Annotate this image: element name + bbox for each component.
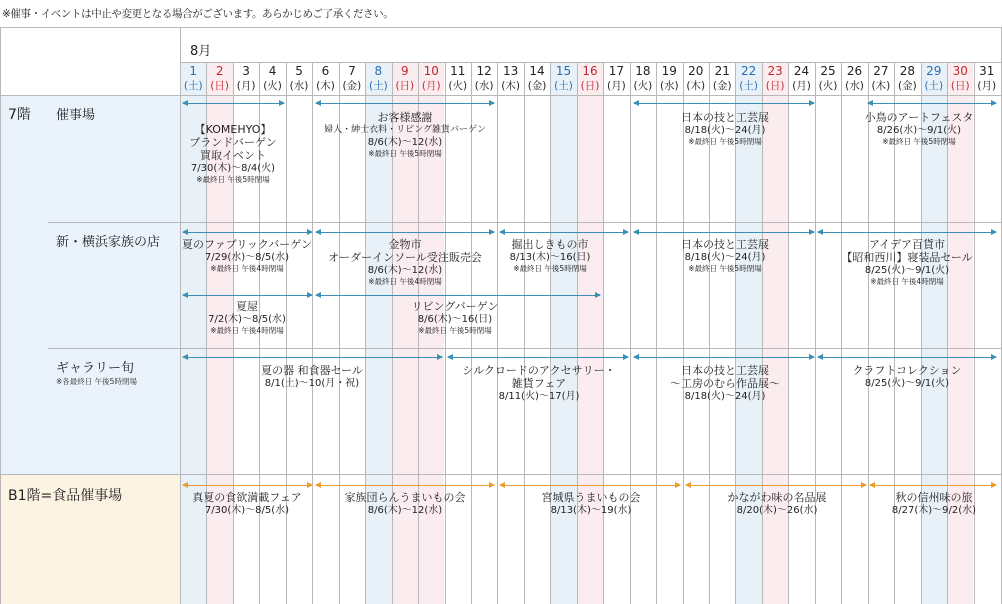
day-number: 9 [400, 64, 409, 78]
event-kanagawa[interactable] [686, 491, 868, 517]
event-title: アイデア百貨市 [868, 238, 945, 251]
event-note: ※最終日 午後5時閉場 [418, 326, 492, 335]
floor7-label-bg [0, 95, 180, 474]
day-of-week: (日) [765, 80, 785, 92]
day-of-week: (土) [554, 80, 573, 92]
day-header [312, 64, 338, 94]
event-period-arrow [183, 485, 312, 486]
event-utsuwa[interactable] [232, 364, 392, 390]
day-header [894, 64, 920, 94]
row-divider [48, 348, 1002, 349]
day-of-week: (土) [924, 80, 944, 92]
day-header [815, 64, 841, 94]
day-header [445, 64, 471, 94]
day-number: 3 [242, 64, 250, 78]
event-kotori[interactable] [844, 111, 994, 147]
event-period-arrow [634, 103, 814, 104]
day-of-week: (月) [236, 80, 256, 92]
event-title: 日本の技と工芸展 [681, 238, 769, 251]
event-period-arrow [500, 485, 680, 486]
saturday-column [550, 62, 576, 604]
event-horidashi[interactable] [500, 238, 600, 274]
event-miyagi[interactable] [500, 491, 682, 517]
event-komehyo[interactable] [182, 123, 284, 185]
event-period-arrow [634, 357, 814, 358]
event-note: ※最終日 午後5時閉場 [196, 175, 270, 184]
day-of-week: (土) [369, 80, 388, 92]
event-dates: 8/18(火)〜24(月) [684, 125, 766, 136]
day-of-week: (月) [977, 80, 997, 92]
day-number: 30 [952, 64, 968, 78]
day-header [735, 64, 761, 94]
day-header [762, 64, 788, 94]
event-dates: 8/6(木)〜12(水) [367, 137, 443, 148]
event-dates: 8/6(木)〜16(日) [417, 314, 493, 325]
event-okyaku[interactable] [316, 111, 494, 159]
event-subtitle: 雑貨フェア [511, 377, 567, 390]
day-of-week: (金) [712, 80, 732, 92]
day-header [550, 64, 576, 94]
event-subtitle: 【昭和西川】寝装品セール [841, 251, 973, 264]
day-of-week: (金) [527, 80, 547, 92]
event-period-arrow [316, 103, 494, 104]
venue-gallery-note: ※各最終日 午後5時閉場 [56, 377, 137, 386]
day-header [603, 64, 629, 94]
event-note: ※最終日 午後4時閉場 [870, 277, 944, 286]
day-of-week: (火) [633, 80, 653, 92]
event-living[interactable] [370, 300, 540, 336]
event-note: ※最終日 午後5時閉場 [688, 264, 762, 273]
event-note: ※最終日 午後4時閉場 [210, 264, 284, 273]
day-header [259, 64, 285, 94]
event-dates: 7/30(木)〜8/4(火) [190, 163, 276, 174]
event-shokuyoku[interactable] [182, 491, 312, 517]
event-dates: 7/30(木)〜8/5(水) [204, 505, 290, 516]
day-of-week: (土) [183, 80, 203, 92]
event-dates: 7/2(木)〜8/5(水) [208, 314, 286, 325]
day-number: 14 [529, 64, 545, 78]
floor-divider [0, 474, 1002, 475]
event-period-arrow [818, 357, 996, 358]
notice-text: ※催事・イベントは中止や変更となる場合がございます。あらかじめご了承ください。 [2, 8, 394, 20]
event-note: ※最終日 午後4時閉場 [368, 277, 442, 286]
venue-main-hall: 催事場 [56, 108, 96, 123]
day-number: 25 [820, 64, 836, 78]
day-header [577, 64, 603, 94]
day-number: 10 [423, 64, 439, 78]
day-number: 8 [374, 64, 383, 78]
event-nihon-1[interactable] [634, 111, 816, 147]
day-number: 4 [268, 64, 277, 78]
day-of-week: (月) [607, 80, 626, 92]
event-title: 日本の技と工芸展 [681, 111, 769, 124]
day-of-week: (水) [289, 80, 309, 92]
day-header [286, 64, 312, 94]
event-period-arrow [316, 232, 494, 233]
day-of-week: (火) [818, 80, 838, 92]
event-period-arrow [183, 232, 312, 233]
event-dates: 8/26(水)〜9/1(火) [876, 125, 962, 136]
day-of-week: (日) [210, 80, 229, 92]
event-dates: 7/29(水)〜8/5(水) [204, 252, 290, 263]
event-dates: 8/6(木)〜12(水) [367, 505, 443, 516]
day-divider [312, 62, 313, 604]
event-note: ※最終日 午後5時閉場 [513, 264, 587, 273]
day-of-week: (月) [421, 80, 441, 92]
event-title: 掘出しきもの市 [511, 238, 589, 251]
day-number: 29 [926, 64, 942, 78]
event-note: ※最終日 午後5時閉場 [882, 137, 956, 146]
event-note: ※最終日 午後5時閉場 [688, 137, 762, 146]
event-subtitle: 買取イベント [200, 149, 266, 162]
event-title: 小鳥のアートフェスタ [864, 111, 974, 124]
month-row-border [180, 62, 1002, 63]
event-dates: 8/13(木)〜19(水) [550, 505, 632, 516]
day-number: 12 [476, 64, 492, 78]
day-divider [603, 62, 604, 604]
event-subtitle: 婦人・紳士衣料・リビング雑貨バーゲン [324, 125, 486, 135]
event-title: 夏のファブリックバーゲン [182, 238, 313, 251]
event-title: 夏屋 [236, 300, 258, 313]
day-of-week: (木) [316, 80, 335, 92]
day-number: 18 [635, 64, 651, 78]
event-title: 金物市 [388, 238, 422, 251]
event-dates: 8/18(火)〜24(月) [684, 252, 766, 263]
day-of-week: (金) [898, 80, 917, 92]
day-header [392, 64, 418, 94]
event-period-arrow [818, 232, 996, 233]
event-title: クラフトコレクション [852, 364, 962, 377]
event-note: ※最終日 午後4時閉場 [210, 326, 284, 335]
event-nihon-2[interactable] [634, 238, 816, 274]
day-divider [550, 62, 551, 604]
event-dates: 8/11(火)〜17(月) [498, 391, 580, 402]
event-dates: 8/25(火)〜9/1(火) [864, 378, 950, 389]
event-title: 【KOMEHYO】 [194, 123, 272, 136]
day-header [709, 64, 735, 94]
event-subtitle: ブランドバーゲン [189, 136, 277, 149]
day-number: 28 [899, 64, 915, 78]
day-of-week: (水) [474, 80, 494, 92]
day-of-week: (土) [739, 80, 758, 92]
day-header [656, 64, 682, 94]
day-of-week: (水) [845, 80, 864, 92]
event-dates: 8/25(火)〜9/1(火) [864, 265, 950, 276]
day-number: 23 [767, 64, 783, 78]
day-header [418, 64, 444, 94]
event-silk[interactable] [446, 364, 632, 403]
event-craft[interactable] [818, 364, 996, 390]
event-period-arrow [316, 295, 600, 296]
label-column-border [180, 27, 181, 604]
table-left-border [0, 27, 1, 604]
day-number: 22 [741, 64, 757, 78]
day-of-week: (水) [659, 80, 679, 92]
event-fabric[interactable] [182, 238, 312, 274]
event-title: お客様感謝 [377, 111, 433, 124]
day-of-week: (日) [395, 80, 415, 92]
day-of-week: (木) [501, 80, 520, 92]
event-title: 宮城県うまいもの会 [541, 491, 641, 504]
event-dates: 8/1(土)〜10(月・祝) [264, 378, 360, 389]
day-number: 26 [846, 64, 863, 78]
holiday-column [577, 62, 603, 604]
day-of-week: (日) [580, 80, 600, 92]
day-header [841, 64, 867, 94]
event-subtitle: 〜工房のむら作品展〜 [670, 377, 780, 390]
event-period-arrow [500, 232, 628, 233]
event-title: シルクロードのアクセサリー・ [462, 364, 616, 377]
day-of-week: (金) [342, 80, 362, 92]
table-top-border [0, 27, 1002, 28]
day-header [947, 64, 973, 94]
event-dates: 8/27(木)〜9/2(水) [891, 505, 977, 516]
day-number: 21 [714, 64, 730, 78]
day-number: 15 [555, 64, 572, 78]
event-title: かながわ味の名品展 [727, 491, 827, 504]
day-header [365, 64, 391, 94]
event-natsuya[interactable] [182, 300, 312, 336]
day-number: 19 [661, 64, 677, 78]
event-shinshu[interactable] [870, 491, 998, 517]
day-header [206, 64, 232, 94]
floor-7-label: 7階 [8, 107, 31, 123]
day-header [524, 64, 550, 94]
event-period-arrow [316, 485, 494, 486]
day-header [630, 64, 656, 94]
day-of-week: (火) [263, 80, 282, 92]
day-number: 20 [688, 64, 704, 78]
day-number: 16 [582, 64, 598, 78]
day-number: 6 [321, 64, 330, 78]
event-title: 秋の信州味の旅 [895, 491, 973, 504]
day-number: 7 [348, 64, 356, 78]
day-header [233, 64, 259, 94]
day-header [868, 64, 894, 94]
event-idea[interactable] [818, 238, 996, 287]
day-of-week: (日) [950, 80, 970, 92]
floor-b1-label: B1階=食品催事場 [8, 488, 123, 504]
event-dates: 8/18(火)〜24(月) [684, 391, 766, 402]
day-number: 31 [979, 64, 995, 78]
row-divider [48, 222, 1002, 223]
day-number: 2 [215, 64, 224, 78]
day-number: 11 [450, 64, 466, 78]
day-header [974, 64, 1000, 94]
event-dates: 8/13(木)〜16(日) [509, 252, 591, 263]
day-number: 27 [873, 64, 889, 78]
event-period-arrow [634, 232, 814, 233]
day-divider [577, 62, 578, 604]
day-number: 24 [793, 64, 810, 78]
day-of-week: (木) [686, 80, 706, 92]
day-of-week: (月) [792, 80, 811, 92]
event-dates: 8/6(木)〜12(水) [367, 265, 443, 276]
day-header [497, 64, 523, 94]
header-bottom-border [0, 95, 1002, 96]
event-title: 家族団らんうまいもの会 [344, 491, 466, 504]
day-divider [630, 62, 631, 604]
event-nihon-3[interactable] [634, 364, 816, 403]
day-header [471, 64, 497, 94]
day-header [339, 64, 365, 94]
day-number: 1 [189, 64, 198, 78]
event-period-arrow [868, 103, 996, 104]
event-kanamono[interactable] [316, 238, 494, 287]
event-title: 夏の器 和食器セール [261, 364, 363, 377]
venue-gallery: ギャラリー旬 [56, 361, 135, 376]
venue-family-shop: 新・横浜家族の店 [56, 235, 161, 250]
event-title: 日本の技と工芸展 [681, 364, 769, 377]
day-header [921, 64, 947, 94]
event-period-arrow [448, 357, 628, 358]
event-subtitle: オーダーインソール受注販売会 [328, 251, 482, 264]
day-header [180, 64, 206, 94]
event-dates: 8/20(木)〜26(水) [736, 505, 818, 516]
event-period-arrow [686, 485, 866, 486]
day-number: 5 [295, 64, 303, 78]
event-period-arrow [870, 485, 996, 486]
event-title: 真夏の食欲満載フェア [192, 491, 302, 504]
event-kazoku[interactable] [316, 491, 494, 517]
event-title: リビングバーゲン [411, 300, 499, 313]
day-header [683, 64, 709, 94]
day-number: 13 [502, 64, 519, 78]
day-of-week: (木) [871, 80, 891, 92]
day-number: 17 [608, 64, 625, 78]
day-of-week: (火) [448, 80, 468, 92]
event-period-arrow [183, 295, 312, 296]
event-note: ※最終日 午後5時閉場 [368, 149, 442, 158]
day-divider [841, 62, 842, 604]
event-period-arrow [183, 357, 442, 358]
month-label: 8月 [190, 44, 212, 59]
day-header [788, 64, 814, 94]
event-period-arrow [183, 103, 284, 104]
